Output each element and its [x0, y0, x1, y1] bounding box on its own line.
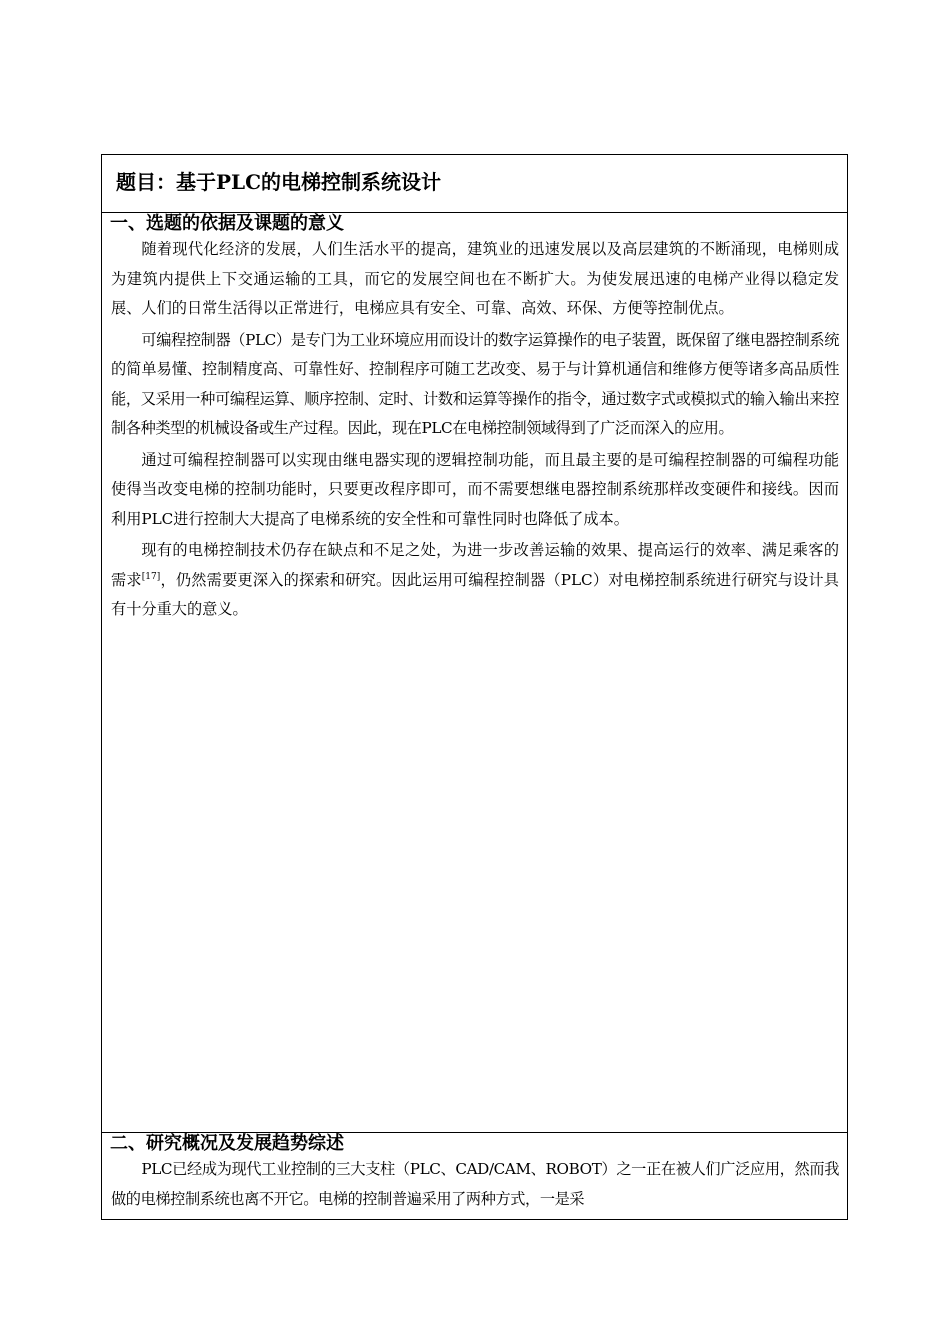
- paragraph-4: [111, 536, 839, 625]
- section-basis-significance: [102, 213, 847, 1133]
- section-1-body: [102, 235, 847, 625]
- section-2-body: [102, 1155, 847, 1214]
- section-1-heading: 一、选题的依据及课题的意义: [110, 213, 344, 234]
- citation-ref: [17]: [141, 571, 161, 582]
- title-row: [102, 155, 847, 213]
- document-title: 题目：基于PLC的电梯控制系统设计: [116, 170, 442, 194]
- paragraph-2: 可编程控制器（PLC）是专门为工业环境应用而设计的数字运算操作的电子装置，既保留了继电器控制系统的简单易懂、控制精度高、可靠性好、控制程序可随工艺改变、易于与计算机通信和维修方便等诸多高品质性能，又采用一种可编程运算、顺序控制、定时、计数和运算等操作的指令，通过数字式或模拟式的输入输出来控制各种类型的机械设备或生产过程。因此，现在PLC在电梯控制领域得到了广泛而深入的应用。: [111, 330, 839, 437]
- paragraph-4-text-a: 现有的电梯控制技术仍存在缺点和不足之处，为进一步改善运输的效果、提高运行的效率、满足乘客的需求: [111, 541, 839, 589]
- proposal-table: [101, 154, 848, 1220]
- paragraph-1: 随着现代化经济的发展，人们生活水平的提高，建筑业的迅速发展以及高层建筑的不断涌现，电梯则成为建筑内提供上下交通运输的工具，而它的发展空间也在不断扩大。为使发展迅速的电梯产业得以稳定发展、人们的日常生活得以正常进行，电梯应具有安全、可靠、高效、环保、方便等控制优点。: [111, 240, 839, 317]
- paragraph-5: PLC已经成为现代工业控制的三大支柱（PLC、CAD/CAM、ROBOT）之一正在被人们广泛应用，然而我做的电梯控制系统也离不开它。电梯的控制普遍采用了两种方式，一是采: [111, 1160, 839, 1208]
- paragraph-3: 通过可编程控制器可以实现由继电器实现的逻辑控制功能，而且最主要的是可编程控制器的可编程功能使得当改变电梯的控制功能时，只要更改程序即可，而不需要想继电器控制系统那样改变硬件和接线。因而利用PLC进行控制大大提高了电梯系统的安全性和可靠性同时也降低了成本。: [111, 450, 839, 528]
- paragraph-4-text-b: ，仍然需要更深入的探索和研究。因此运用可编程控制器（PLC）对电梯控制系统进行研究与设计具有十分重大的意义。: [111, 570, 839, 618]
- section-research-overview: [102, 1133, 847, 1219]
- section-2-heading: 二、研究概况及发展趋势综述: [110, 1133, 344, 1154]
